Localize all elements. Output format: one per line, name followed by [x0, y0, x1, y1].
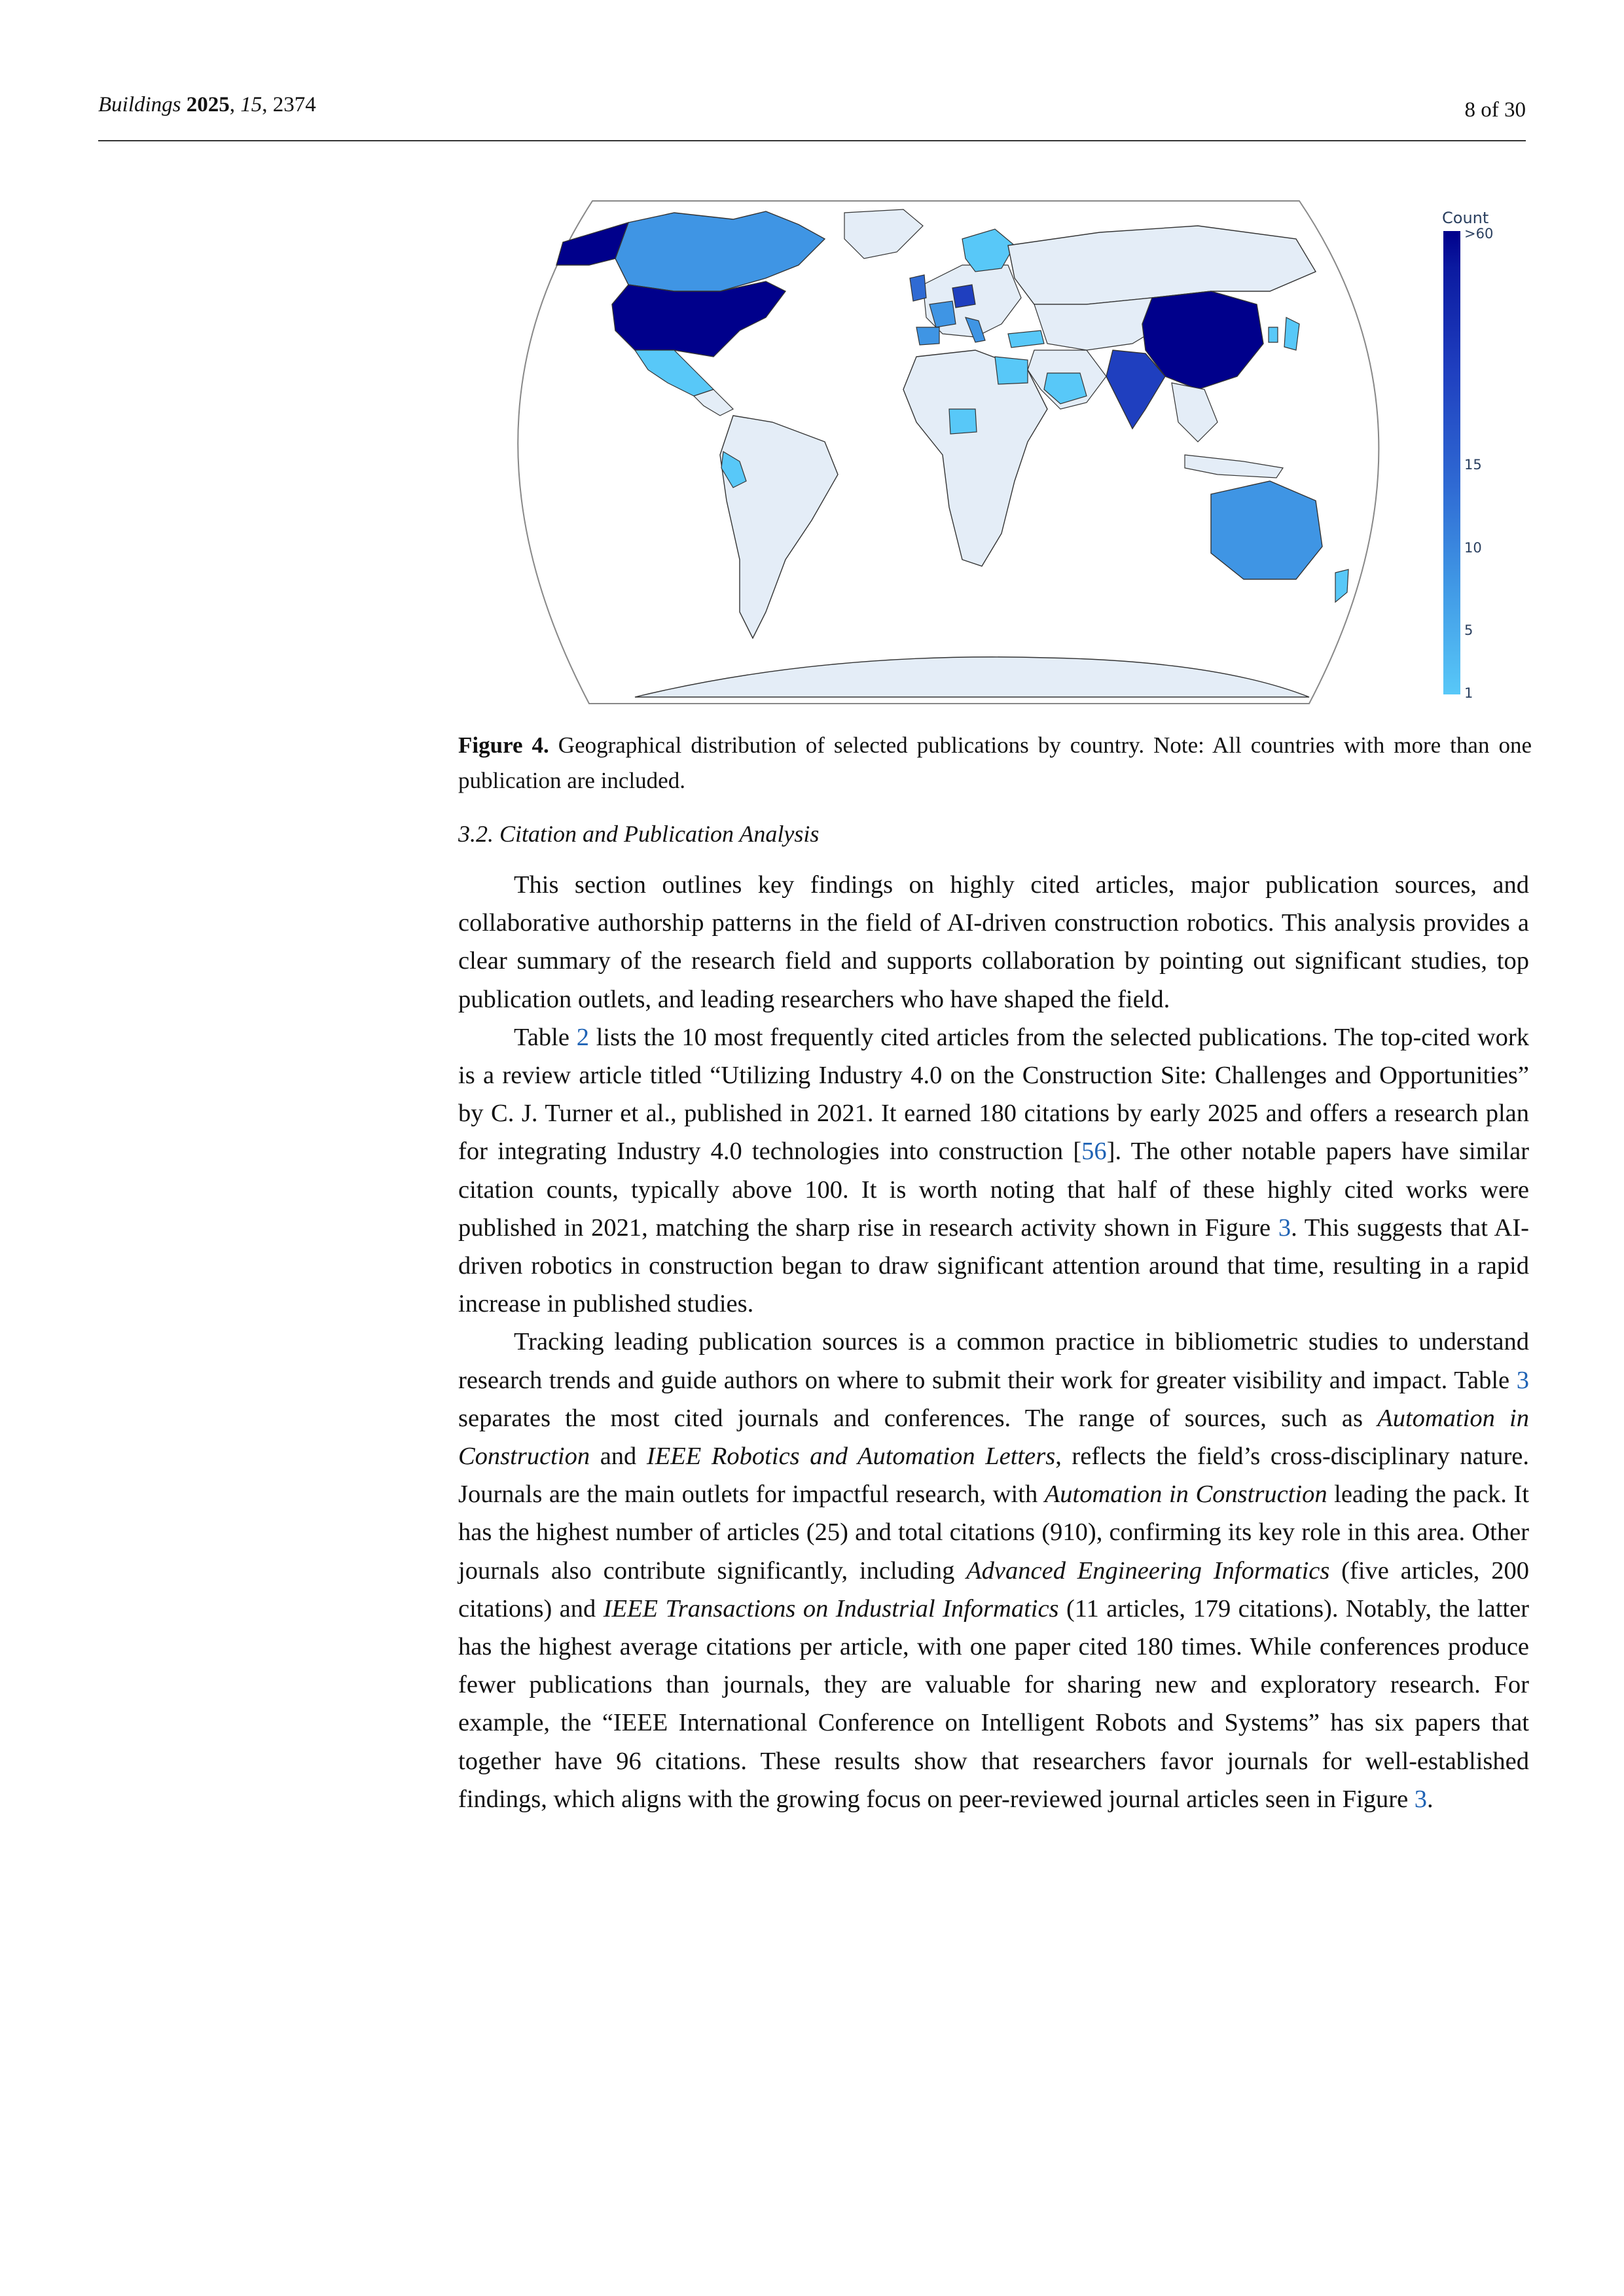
country-germany	[952, 285, 975, 308]
article-number: , 2374	[262, 93, 316, 117]
page-number: 8 of 30	[1464, 98, 1526, 122]
journal-name: Buildings	[98, 93, 181, 117]
table-3-link[interactable]: 3	[1516, 1366, 1529, 1394]
figure-caption	[458, 728, 1532, 798]
country-spain	[916, 327, 939, 345]
colorbar-tick-15: 15	[1464, 457, 1482, 473]
country-egypt	[995, 357, 1028, 384]
journal-volume: 15	[240, 93, 262, 117]
country-uk	[910, 275, 926, 301]
colorbar-tick-5: 5	[1464, 622, 1473, 638]
world-map	[458, 193, 1440, 717]
caption-label: Figure 4.	[458, 732, 549, 758]
journal-year: 2025	[186, 93, 230, 117]
paragraph-3: Tracking leading publication sources is a common practice in bibliometric studies to understand research trends and guide authors on where to submit their work for greater visibility and impact. Table 3 separates the most cited journals and conferences. The range of sources, such as Automation in Construction and IEEE Robotics and Automation Letters, reflects the field’s cross-disciplinary nature. Journals are the main outlets for impactful research, with Automation in Construction leading the pack. It has the highest number of articles (25) and total citations (910), confirming its key role in this area. Other journals also contribute significantly, including Advanced Engineering Informatics (five articles, 200 citations) and IEEE Transactions on Industrial Informatics (11 articles, 179 citations). Notably, the latter has the highest average citations per article, with one paper cited 180 times. While conferences produce fewer publications than journals, they are valuable for sharing new and exploratory research. For example, the “IEEE International Conference on Intelligent Robots and Systems” has six papers that together have 96 citations. These results show that researchers favor journals for well-established findings, which aligns with the growing focus on peer-reviewed journal articles seen in Figure 3.	[458, 1328, 1530, 1813]
country-south-korea	[1269, 327, 1278, 342]
figure-4-world-map	[458, 193, 1532, 717]
colorbar-tick-10: 10	[1464, 540, 1482, 556]
paragraph-2: Table 2 lists the 10 most frequently cited articles from the selected publications. The top-cited work is a review article titled “Utilizing Industry 4.0 on the Construction Site: Challenges and Opportunities” by C. J. Turner et al., published in 2021. It earned 180 citations by early 2025 and offers a research plan for integrating Industry 4.0 technologies into construction [56]. The other notable papers have similar citation counts, typically above 100. It is worth noting that half of these highly cited works were published in 2021, matching the sharp rise in research activity shown in Figure 3. This suggests that AI-driven robotics in construction began to draw significant attention around that time, resulting in a rapid increase in published studies.	[458, 1023, 1530, 1318]
caption-text: Geographical distribution of selected publications by country. Note: All countries with more than one publication are included.	[458, 732, 1532, 793]
header-rule	[98, 140, 1526, 141]
section-heading: 3.2. Citation and Publication Analysis	[458, 821, 820, 847]
journal-citation: Buildings 2025, 15, 2374	[98, 93, 316, 117]
country-nigeria	[949, 409, 977, 434]
colorbar-tick-max: >60	[1464, 226, 1494, 242]
colorbar-tick-1: 1	[1464, 685, 1473, 701]
paragraph-1: This section outlines key findings on highly cited articles, major publication sources, and collaborative authorship patterns in the field of AI-driven construction robotics. This analysis provides a clear summary of the research field and supports collaboration by pointing out significant studies, top publication outlets, and leading researchers who have shaped the field.	[458, 871, 1529, 1013]
reference-56-link[interactable]: 56	[1081, 1138, 1107, 1166]
colorbar-title: Count	[1442, 209, 1489, 227]
table-2-link[interactable]: 2	[576, 1023, 589, 1051]
figure-3-link-2[interactable]: 3	[1414, 1785, 1428, 1813]
figure-3-link[interactable]: 3	[1278, 1213, 1291, 1242]
colorbar	[1443, 231, 1460, 694]
running-header	[98, 93, 1526, 139]
body-text	[458, 866, 1529, 1818]
